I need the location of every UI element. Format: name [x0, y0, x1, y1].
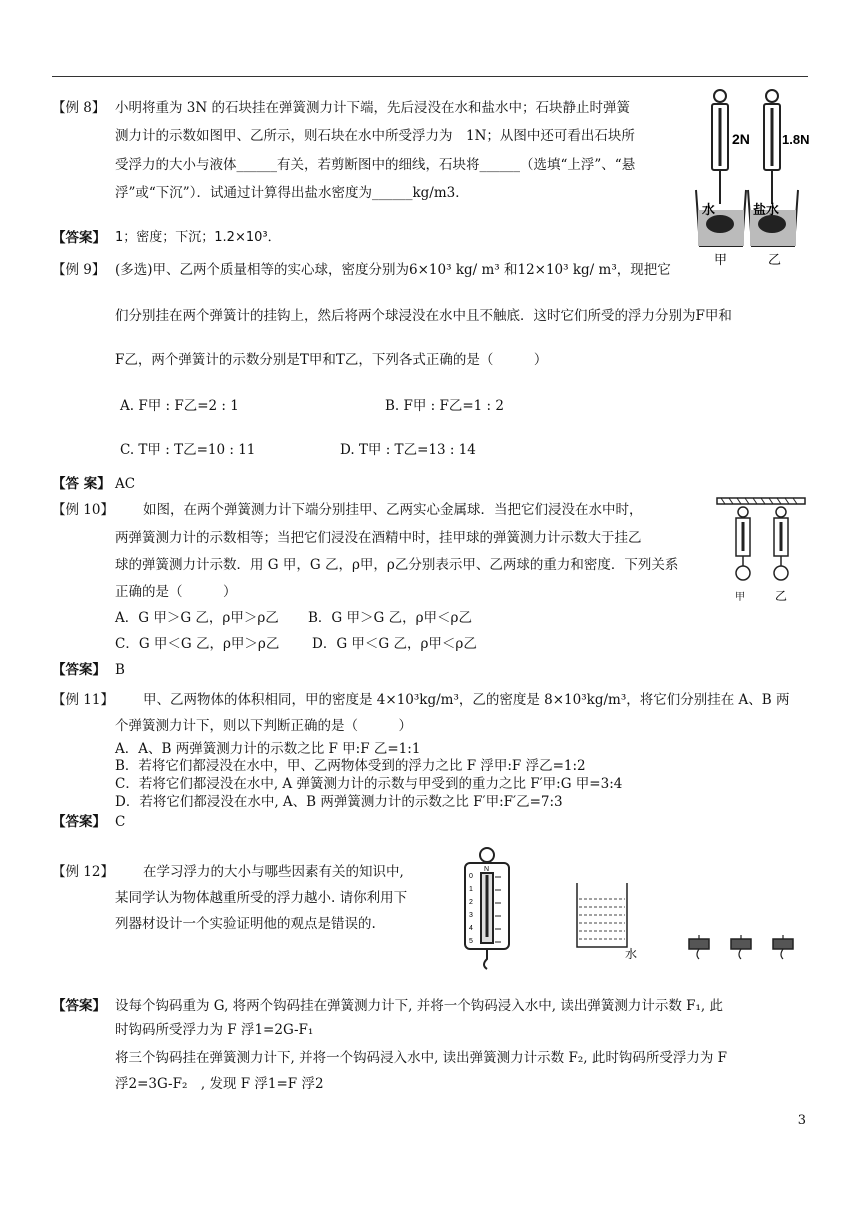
ex10-caption-2: 乙 — [775, 589, 788, 603]
scale-tick-4: 4 — [469, 925, 473, 932]
ex8-reading-1: 2N — [732, 131, 750, 147]
ex11-line-1: 甲、乙两物体的体积相同，甲的密度是 4×10³kg/m³，乙的密度是 8×10³kg/m³，将它们分别挂在 A、B 两 — [143, 692, 790, 708]
ex10-line-1: 如图，在两个弹簧测力计下端分别挂甲、乙两实心金属球．当把它们浸没在水中时， — [143, 502, 643, 518]
ex9-line-1: (多选)甲、乙两个质量相等的实心球，密度分别为6×10³ kg/ m³ 和12×10³ kg/ m³，现把它 — [115, 262, 671, 278]
ex11-option-c: C．若将它们都浸没在水中, A 弹簧测力计的示数与甲受到的重力之比 F′甲:G 甲=3:4 — [115, 776, 623, 792]
ex8-reading-2: 1.8N — [782, 132, 810, 147]
ex10-answer-tag: 【答案】 — [52, 662, 106, 678]
ex8-line-3: 受浮力的大小与液体______有关，若剪断图中的细线，石块将______（选填“上浮”、“悬 — [115, 157, 636, 173]
ex12-answer-line-4: 浮2=3G-F₂ , 发现 F 浮1=F 浮2 — [115, 1076, 324, 1092]
ex11-option-b: B．若将它们都浸没在水中，甲、乙两物体受到的浮力之比 F 浮甲:F 浮乙=1:2 — [115, 758, 586, 774]
ex10-line-3: 球的弹簧测力计示数．用 G 甲，G 乙，ρ甲，ρ乙分别表示甲、乙两球的重力和密度．下列关系 — [115, 557, 679, 573]
ex8-answer: 1；密度；下沉；1.2×10³． — [115, 230, 281, 245]
ex9-line-3: F乙，两个弹簧计的示数分别是T甲和T乙，下列各式正确的是（ ） — [115, 352, 548, 368]
scale-unit: N — [484, 866, 490, 873]
ex12-water-label: 水 — [625, 947, 638, 961]
ex8-caption-2: 乙 — [768, 253, 782, 266]
ex8-caption-1: 甲 — [714, 253, 728, 266]
ex11-answer-tag: 【答案】 — [52, 814, 106, 830]
ex10-line-2: 两弹簧测力计的示数相等；当把它们浸没在酒精中时，挂甲球的弹簧测力计示数大于挂乙 — [115, 530, 642, 546]
ex10-tag: 【例 10】 — [52, 502, 114, 518]
scale-tick-3: 3 — [469, 912, 473, 919]
ex12-answer-line-1: 设每个钩码重为 G, 将两个钩码挂在弹簧测力计下, 并将一个钩码浸入水中, 读出弹簧测力计示数 F₁, 此 — [115, 998, 723, 1014]
ex8-line-4: 浮”或“下沉”）．试通过计算得出盐水密度为______kg/m3． — [115, 185, 469, 201]
ex12-answer-line-3: 将三个钩码挂在弹簧测力计下, 并将一个钩码浸入水中, 读出弹簧测力计示数 F₂, 此时钩码所受浮力为 F — [115, 1050, 727, 1066]
ex10-line-4: 正确的是（ ） — [115, 584, 237, 600]
ex12-answer-line-2: 时钩码所受浮力为 F 浮1=2G-F₁ — [115, 1022, 314, 1038]
ex10-answer: B — [115, 662, 125, 678]
ex9-option-c: C. T甲 : T乙=10 : 11 — [120, 442, 256, 458]
header-rule — [52, 76, 808, 77]
ex10-option-d: D．G 甲＜G 乙，ρ甲＜ρ乙 — [312, 636, 477, 652]
ex11-option-d: D．若将它们都浸没在水中, A、B 两弹簧测力计的示数之比 F′甲:F′乙=7:3 — [115, 794, 563, 810]
ex9-option-b: B. F甲 : F乙=1 : 2 — [385, 398, 504, 414]
ex8-liquid-2: 盐水 — [753, 203, 780, 218]
ex8-liquid-1: 水 — [702, 203, 716, 218]
ex12-line-2: 某同学认为物体越重所受的浮力越小. 请你利用下 — [115, 890, 408, 906]
ex11-answer: C — [115, 814, 126, 830]
scale-tick-5: 5 — [469, 938, 473, 945]
ex8-line-2: 测力计的示数如图甲、乙所示，则石块在水中所受浮力为 1N；从图中还可看出石块所 — [115, 128, 635, 144]
ex11-line-2: 个弹簧测力计下，则以下判断正确的是（ ） — [115, 718, 412, 734]
page-number: 3 — [797, 1113, 806, 1128]
ex10-caption-1: 甲 — [735, 592, 745, 603]
ex9-option-d: D. T甲 : T乙=13 : 14 — [340, 442, 476, 458]
ex10-option-a: A．G 甲＞G 乙，ρ甲＞ρ乙 — [115, 610, 279, 626]
ex9-option-a: A. F甲 : F乙=2 : 1 — [120, 398, 239, 414]
ex10-option-b: B．G 甲＞G 乙，ρ甲＜ρ乙 — [308, 610, 472, 626]
ex12-answer-tag: 【答案】 — [52, 998, 106, 1014]
ex9-tag: 【例 9】 — [52, 262, 106, 278]
scale-tick-2: 2 — [469, 899, 473, 906]
scale-tick-1: 1 — [469, 886, 473, 893]
ex8-tag: 【例 8】 — [52, 100, 106, 116]
ex8-figure — [690, 86, 815, 266]
ex8-answer-tag: 【答案】 — [52, 230, 106, 246]
ex10-figure — [715, 496, 807, 611]
ex12-tag: 【例 12】 — [52, 864, 114, 880]
ex9-line-2: 们分别挂在两个弹簧计的挂钩上，然后将两个球浸没在水中且不触底．这时它们所受的浮力分别为F甲和 — [115, 308, 732, 324]
ex8-line-1: 小明将重为 3N 的石块挂在弹簧测力计下端，先后浸没在水和盐水中；石块静止时弹簧 — [115, 100, 630, 116]
ex11-tag: 【例 11】 — [52, 692, 114, 708]
scale-tick-0: 0 — [469, 873, 473, 880]
ex9-answer-tag: 【答 案】 — [52, 476, 111, 492]
ex12-figure — [455, 845, 815, 975]
ex9-answer: AC — [115, 476, 136, 492]
ex12-line-1: 在学习浮力的大小与哪些因素有关的知识中, — [143, 864, 404, 880]
ex10-option-c: C．G 甲＜G 乙，ρ甲＞ρ乙 — [115, 636, 280, 652]
ex11-option-a: A．A、B 两弹簧测力计的示数之比 F 甲:F 乙=1:1 — [115, 741, 421, 757]
ex12-line-3: 列器材设计一个实验证明他的观点是错误的. — [115, 916, 376, 932]
